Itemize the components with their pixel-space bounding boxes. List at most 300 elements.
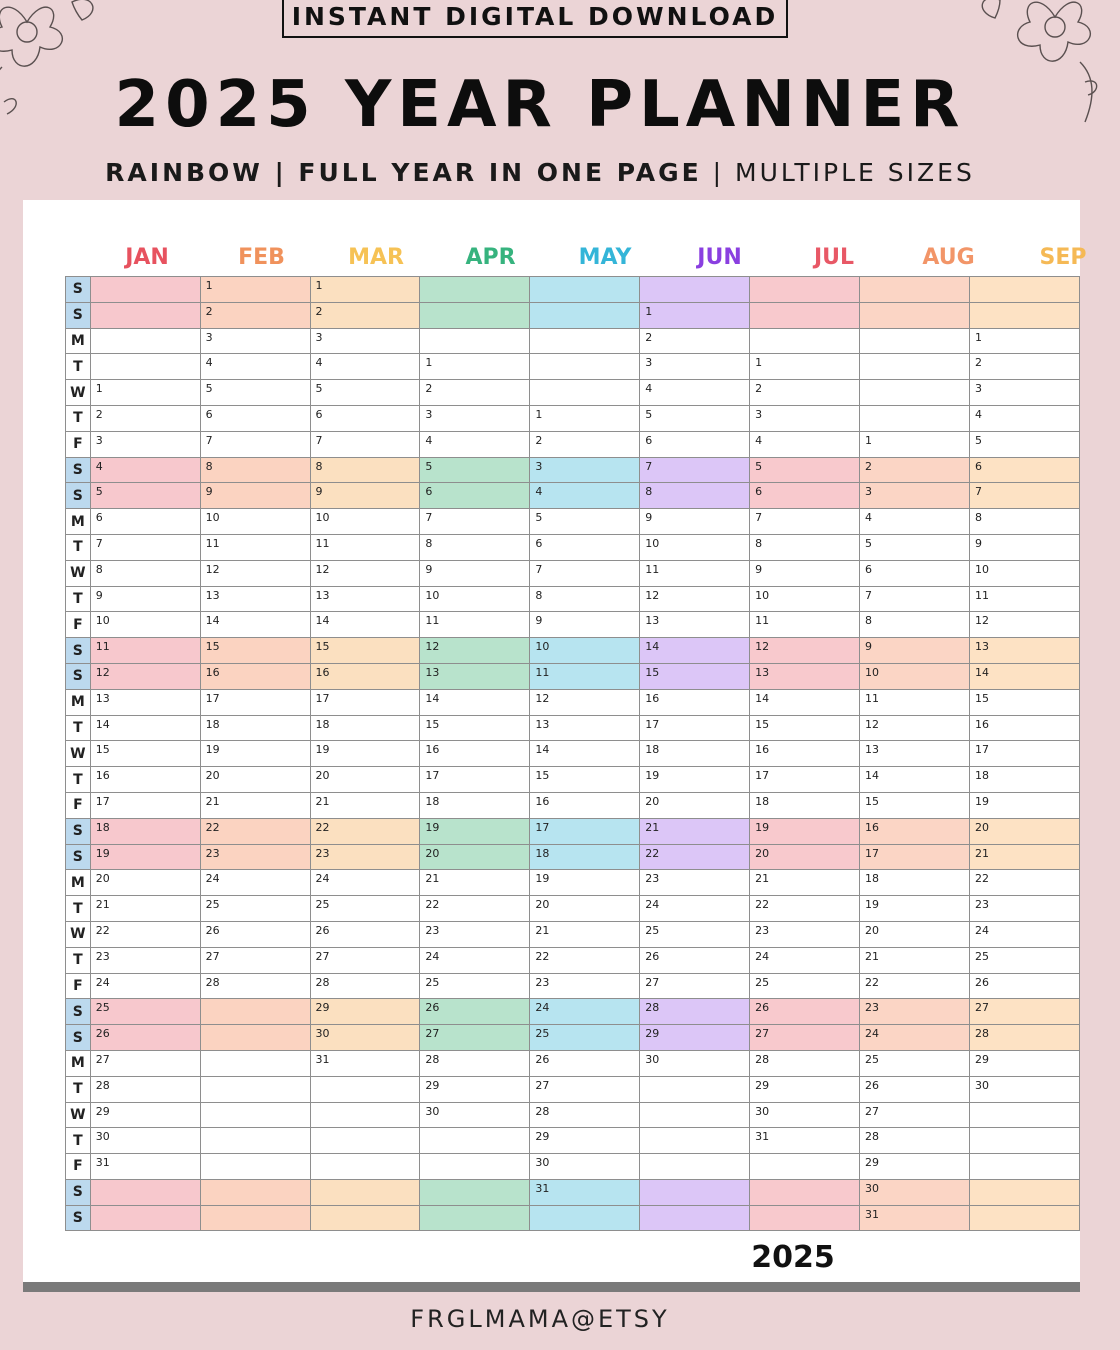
day-cell-jul[interactable]: 12 (750, 638, 860, 664)
day-cell-sep[interactable]: 23 (969, 896, 1079, 922)
day-cell-aug[interactable]: 18 (860, 870, 970, 896)
day-cell-jul[interactable]: 27 (750, 1025, 860, 1051)
day-cell-may[interactable]: 27 (530, 1076, 640, 1102)
day-cell-aug[interactable]: 4 (860, 509, 970, 535)
day-cell-jul[interactable]: 7 (750, 509, 860, 535)
day-cell-jan[interactable]: 28 (90, 1076, 200, 1102)
day-cell-may[interactable]: 20 (530, 896, 640, 922)
day-cell-apr[interactable]: 14 (420, 689, 530, 715)
day-cell-jun[interactable] (640, 1154, 750, 1180)
day-cell-jul[interactable]: 15 (750, 715, 860, 741)
day-cell-aug[interactable]: 1 (860, 431, 970, 457)
day-cell-jan[interactable]: 6 (90, 509, 200, 535)
day-cell-sep[interactable]: 9 (969, 534, 1079, 560)
day-cell-aug[interactable]: 10 (860, 663, 970, 689)
day-cell-mar[interactable]: 28 (310, 973, 420, 999)
day-cell-feb[interactable]: 5 (200, 380, 310, 406)
day-cell-jul[interactable] (750, 302, 860, 328)
day-cell-apr[interactable]: 1 (420, 354, 530, 380)
day-cell-jan[interactable]: 13 (90, 689, 200, 715)
day-cell-apr[interactable] (420, 1128, 530, 1154)
day-cell-feb[interactable]: 15 (200, 638, 310, 664)
day-cell-feb[interactable]: 4 (200, 354, 310, 380)
day-cell-jul[interactable]: 18 (750, 792, 860, 818)
day-cell-sep[interactable] (969, 1154, 1079, 1180)
day-cell-may[interactable]: 3 (530, 457, 640, 483)
day-cell-apr[interactable]: 6 (420, 483, 530, 509)
day-cell-may[interactable]: 16 (530, 792, 640, 818)
day-cell-jan[interactable]: 7 (90, 534, 200, 560)
day-cell-jan[interactable]: 16 (90, 767, 200, 793)
day-cell-jul[interactable]: 26 (750, 999, 860, 1025)
day-cell-sep[interactable] (969, 1102, 1079, 1128)
day-cell-mar[interactable]: 11 (310, 534, 420, 560)
day-cell-sep[interactable]: 5 (969, 431, 1079, 457)
day-cell-apr[interactable]: 29 (420, 1076, 530, 1102)
day-cell-sep[interactable]: 29 (969, 1050, 1079, 1076)
day-cell-feb[interactable]: 6 (200, 405, 310, 431)
day-cell-jun[interactable]: 5 (640, 405, 750, 431)
day-cell-jul[interactable]: 31 (750, 1128, 860, 1154)
day-cell-aug[interactable]: 6 (860, 560, 970, 586)
day-cell-feb[interactable] (200, 1154, 310, 1180)
day-cell-aug[interactable]: 25 (860, 1050, 970, 1076)
day-cell-jul[interactable] (750, 328, 860, 354)
day-cell-jun[interactable]: 11 (640, 560, 750, 586)
day-cell-jun[interactable]: 21 (640, 818, 750, 844)
day-cell-aug[interactable]: 3 (860, 483, 970, 509)
day-cell-jan[interactable] (90, 1205, 200, 1231)
day-cell-jan[interactable]: 18 (90, 818, 200, 844)
day-cell-mar[interactable]: 24 (310, 870, 420, 896)
day-cell-sep[interactable]: 4 (969, 405, 1079, 431)
day-cell-apr[interactable]: 16 (420, 741, 530, 767)
day-cell-jan[interactable]: 4 (90, 457, 200, 483)
day-cell-apr[interactable]: 30 (420, 1102, 530, 1128)
day-cell-feb[interactable]: 10 (200, 509, 310, 535)
day-cell-feb[interactable]: 26 (200, 921, 310, 947)
day-cell-jan[interactable]: 27 (90, 1050, 200, 1076)
day-cell-jan[interactable]: 1 (90, 380, 200, 406)
day-cell-jan[interactable]: 19 (90, 844, 200, 870)
day-cell-may[interactable]: 7 (530, 560, 640, 586)
day-cell-jun[interactable]: 14 (640, 638, 750, 664)
day-cell-jan[interactable] (90, 328, 200, 354)
day-cell-jun[interactable]: 6 (640, 431, 750, 457)
day-cell-mar[interactable]: 3 (310, 328, 420, 354)
day-cell-may[interactable] (530, 302, 640, 328)
day-cell-feb[interactable]: 17 (200, 689, 310, 715)
day-cell-jun[interactable] (640, 1205, 750, 1231)
day-cell-jun[interactable]: 27 (640, 973, 750, 999)
day-cell-sep[interactable]: 3 (969, 380, 1079, 406)
day-cell-feb[interactable]: 21 (200, 792, 310, 818)
day-cell-may[interactable]: 26 (530, 1050, 640, 1076)
day-cell-may[interactable]: 21 (530, 921, 640, 947)
day-cell-jul[interactable]: 3 (750, 405, 860, 431)
day-cell-apr[interactable]: 26 (420, 999, 530, 1025)
day-cell-jun[interactable]: 10 (640, 534, 750, 560)
day-cell-aug[interactable]: 12 (860, 715, 970, 741)
day-cell-jun[interactable]: 29 (640, 1025, 750, 1051)
day-cell-aug[interactable]: 8 (860, 612, 970, 638)
day-cell-sep[interactable]: 10 (969, 560, 1079, 586)
day-cell-apr[interactable]: 5 (420, 457, 530, 483)
day-cell-jul[interactable]: 5 (750, 457, 860, 483)
day-cell-may[interactable]: 6 (530, 534, 640, 560)
day-cell-jul[interactable]: 20 (750, 844, 860, 870)
day-cell-may[interactable]: 22 (530, 947, 640, 973)
day-cell-may[interactable]: 25 (530, 1025, 640, 1051)
day-cell-jun[interactable]: 22 (640, 844, 750, 870)
day-cell-feb[interactable]: 2 (200, 302, 310, 328)
day-cell-may[interactable]: 4 (530, 483, 640, 509)
day-cell-sep[interactable]: 27 (969, 999, 1079, 1025)
day-cell-feb[interactable]: 25 (200, 896, 310, 922)
day-cell-may[interactable]: 12 (530, 689, 640, 715)
day-cell-may[interactable] (530, 328, 640, 354)
day-cell-apr[interactable]: 19 (420, 818, 530, 844)
day-cell-mar[interactable] (310, 1179, 420, 1205)
day-cell-may[interactable]: 2 (530, 431, 640, 457)
day-cell-jun[interactable]: 9 (640, 509, 750, 535)
day-cell-jan[interactable]: 25 (90, 999, 200, 1025)
day-cell-may[interactable]: 18 (530, 844, 640, 870)
day-cell-feb[interactable] (200, 1076, 310, 1102)
day-cell-jun[interactable]: 13 (640, 612, 750, 638)
day-cell-may[interactable] (530, 354, 640, 380)
day-cell-jan[interactable]: 21 (90, 896, 200, 922)
day-cell-sep[interactable]: 16 (969, 715, 1079, 741)
day-cell-aug[interactable] (860, 302, 970, 328)
day-cell-jan[interactable]: 2 (90, 405, 200, 431)
day-cell-jul[interactable]: 6 (750, 483, 860, 509)
day-cell-mar[interactable]: 10 (310, 509, 420, 535)
day-cell-jul[interactable]: 8 (750, 534, 860, 560)
day-cell-apr[interactable]: 17 (420, 767, 530, 793)
day-cell-apr[interactable]: 13 (420, 663, 530, 689)
day-cell-aug[interactable]: 16 (860, 818, 970, 844)
day-cell-jan[interactable]: 17 (90, 792, 200, 818)
day-cell-mar[interactable]: 31 (310, 1050, 420, 1076)
day-cell-mar[interactable]: 13 (310, 586, 420, 612)
day-cell-aug[interactable]: 26 (860, 1076, 970, 1102)
day-cell-jan[interactable] (90, 1179, 200, 1205)
day-cell-aug[interactable]: 28 (860, 1128, 970, 1154)
day-cell-feb[interactable] (200, 1128, 310, 1154)
day-cell-jul[interactable]: 24 (750, 947, 860, 973)
day-cell-aug[interactable] (860, 405, 970, 431)
day-cell-mar[interactable] (310, 1205, 420, 1231)
day-cell-aug[interactable]: 24 (860, 1025, 970, 1051)
day-cell-may[interactable]: 19 (530, 870, 640, 896)
day-cell-jul[interactable] (750, 277, 860, 303)
day-cell-may[interactable]: 10 (530, 638, 640, 664)
day-cell-sep[interactable]: 11 (969, 586, 1079, 612)
day-cell-apr[interactable]: 27 (420, 1025, 530, 1051)
day-cell-jan[interactable]: 9 (90, 586, 200, 612)
day-cell-mar[interactable]: 14 (310, 612, 420, 638)
day-cell-sep[interactable]: 22 (969, 870, 1079, 896)
day-cell-apr[interactable]: 24 (420, 947, 530, 973)
day-cell-apr[interactable]: 23 (420, 921, 530, 947)
day-cell-jul[interactable] (750, 1154, 860, 1180)
day-cell-may[interactable]: 1 (530, 405, 640, 431)
day-cell-mar[interactable]: 21 (310, 792, 420, 818)
day-cell-sep[interactable]: 13 (969, 638, 1079, 664)
day-cell-jun[interactable]: 25 (640, 921, 750, 947)
day-cell-feb[interactable]: 3 (200, 328, 310, 354)
day-cell-jun[interactable]: 26 (640, 947, 750, 973)
day-cell-jun[interactable]: 15 (640, 663, 750, 689)
day-cell-jul[interactable]: 19 (750, 818, 860, 844)
day-cell-mar[interactable]: 17 (310, 689, 420, 715)
day-cell-jun[interactable]: 28 (640, 999, 750, 1025)
day-cell-mar[interactable]: 6 (310, 405, 420, 431)
day-cell-apr[interactable] (420, 277, 530, 303)
day-cell-aug[interactable]: 17 (860, 844, 970, 870)
day-cell-apr[interactable] (420, 328, 530, 354)
day-cell-jun[interactable]: 1 (640, 302, 750, 328)
day-cell-jun[interactable]: 23 (640, 870, 750, 896)
day-cell-jun[interactable] (640, 1179, 750, 1205)
day-cell-feb[interactable] (200, 1050, 310, 1076)
day-cell-apr[interactable]: 3 (420, 405, 530, 431)
day-cell-apr[interactable]: 21 (420, 870, 530, 896)
day-cell-may[interactable]: 9 (530, 612, 640, 638)
day-cell-apr[interactable] (420, 1205, 530, 1231)
day-cell-feb[interactable]: 14 (200, 612, 310, 638)
day-cell-mar[interactable]: 19 (310, 741, 420, 767)
day-cell-jun[interactable]: 8 (640, 483, 750, 509)
day-cell-may[interactable] (530, 1205, 640, 1231)
day-cell-aug[interactable]: 13 (860, 741, 970, 767)
day-cell-may[interactable]: 17 (530, 818, 640, 844)
day-cell-jun[interactable]: 12 (640, 586, 750, 612)
day-cell-apr[interactable]: 8 (420, 534, 530, 560)
day-cell-mar[interactable]: 15 (310, 638, 420, 664)
day-cell-feb[interactable]: 7 (200, 431, 310, 457)
day-cell-aug[interactable]: 20 (860, 921, 970, 947)
day-cell-feb[interactable]: 24 (200, 870, 310, 896)
day-cell-mar[interactable]: 7 (310, 431, 420, 457)
day-cell-mar[interactable]: 27 (310, 947, 420, 973)
day-cell-may[interactable] (530, 380, 640, 406)
day-cell-aug[interactable] (860, 380, 970, 406)
day-cell-mar[interactable]: 22 (310, 818, 420, 844)
day-cell-aug[interactable]: 31 (860, 1205, 970, 1231)
day-cell-aug[interactable]: 14 (860, 767, 970, 793)
day-cell-jul[interactable]: 28 (750, 1050, 860, 1076)
day-cell-mar[interactable]: 4 (310, 354, 420, 380)
day-cell-may[interactable]: 23 (530, 973, 640, 999)
day-cell-jul[interactable] (750, 1205, 860, 1231)
day-cell-sep[interactable]: 18 (969, 767, 1079, 793)
day-cell-may[interactable]: 5 (530, 509, 640, 535)
day-cell-jun[interactable]: 24 (640, 896, 750, 922)
day-cell-aug[interactable]: 5 (860, 534, 970, 560)
day-cell-feb[interactable]: 16 (200, 663, 310, 689)
day-cell-aug[interactable]: 2 (860, 457, 970, 483)
day-cell-aug[interactable]: 29 (860, 1154, 970, 1180)
day-cell-feb[interactable] (200, 1025, 310, 1051)
day-cell-apr[interactable] (420, 1154, 530, 1180)
day-cell-apr[interactable]: 7 (420, 509, 530, 535)
day-cell-apr[interactable]: 18 (420, 792, 530, 818)
day-cell-jun[interactable]: 30 (640, 1050, 750, 1076)
day-cell-jul[interactable]: 13 (750, 663, 860, 689)
day-cell-jun[interactable]: 19 (640, 767, 750, 793)
day-cell-jul[interactable]: 25 (750, 973, 860, 999)
day-cell-jul[interactable]: 10 (750, 586, 860, 612)
day-cell-jul[interactable]: 16 (750, 741, 860, 767)
day-cell-apr[interactable]: 20 (420, 844, 530, 870)
day-cell-apr[interactable]: 9 (420, 560, 530, 586)
day-cell-sep[interactable]: 12 (969, 612, 1079, 638)
day-cell-jun[interactable]: 17 (640, 715, 750, 741)
day-cell-aug[interactable]: 7 (860, 586, 970, 612)
day-cell-feb[interactable]: 23 (200, 844, 310, 870)
day-cell-jun[interactable] (640, 1102, 750, 1128)
day-cell-aug[interactable]: 22 (860, 973, 970, 999)
day-cell-mar[interactable] (310, 1128, 420, 1154)
day-cell-may[interactable]: 30 (530, 1154, 640, 1180)
day-cell-jan[interactable] (90, 302, 200, 328)
day-cell-aug[interactable]: 9 (860, 638, 970, 664)
day-cell-mar[interactable]: 25 (310, 896, 420, 922)
day-cell-feb[interactable]: 18 (200, 715, 310, 741)
day-cell-jan[interactable]: 24 (90, 973, 200, 999)
day-cell-jul[interactable]: 2 (750, 380, 860, 406)
day-cell-apr[interactable]: 22 (420, 896, 530, 922)
day-cell-sep[interactable]: 26 (969, 973, 1079, 999)
day-cell-apr[interactable]: 10 (420, 586, 530, 612)
day-cell-jul[interactable]: 23 (750, 921, 860, 947)
day-cell-apr[interactable]: 4 (420, 431, 530, 457)
day-cell-jan[interactable]: 23 (90, 947, 200, 973)
day-cell-jan[interactable]: 26 (90, 1025, 200, 1051)
day-cell-feb[interactable] (200, 1102, 310, 1128)
day-cell-jun[interactable]: 18 (640, 741, 750, 767)
day-cell-jul[interactable]: 21 (750, 870, 860, 896)
day-cell-may[interactable]: 15 (530, 767, 640, 793)
day-cell-jan[interactable]: 22 (90, 921, 200, 947)
day-cell-jun[interactable]: 3 (640, 354, 750, 380)
day-cell-feb[interactable] (200, 999, 310, 1025)
day-cell-feb[interactable]: 8 (200, 457, 310, 483)
day-cell-sep[interactable]: 2 (969, 354, 1079, 380)
day-cell-may[interactable]: 13 (530, 715, 640, 741)
day-cell-jan[interactable]: 20 (90, 870, 200, 896)
day-cell-sep[interactable]: 28 (969, 1025, 1079, 1051)
day-cell-jun[interactable]: 2 (640, 328, 750, 354)
day-cell-apr[interactable]: 25 (420, 973, 530, 999)
day-cell-aug[interactable]: 27 (860, 1102, 970, 1128)
day-cell-mar[interactable]: 5 (310, 380, 420, 406)
day-cell-mar[interactable]: 30 (310, 1025, 420, 1051)
day-cell-mar[interactable] (310, 1154, 420, 1180)
day-cell-aug[interactable] (860, 277, 970, 303)
day-cell-sep[interactable]: 20 (969, 818, 1079, 844)
day-cell-jan[interactable]: 14 (90, 715, 200, 741)
day-cell-sep[interactable]: 21 (969, 844, 1079, 870)
day-cell-jun[interactable] (640, 1076, 750, 1102)
day-cell-jun[interactable] (640, 277, 750, 303)
day-cell-sep[interactable]: 30 (969, 1076, 1079, 1102)
day-cell-jul[interactable]: 29 (750, 1076, 860, 1102)
day-cell-mar[interactable]: 18 (310, 715, 420, 741)
day-cell-aug[interactable]: 15 (860, 792, 970, 818)
day-cell-feb[interactable]: 28 (200, 973, 310, 999)
day-cell-feb[interactable]: 12 (200, 560, 310, 586)
day-cell-jan[interactable] (90, 277, 200, 303)
day-cell-jan[interactable]: 12 (90, 663, 200, 689)
day-cell-aug[interactable]: 19 (860, 896, 970, 922)
day-cell-apr[interactable] (420, 302, 530, 328)
day-cell-jul[interactable]: 1 (750, 354, 860, 380)
day-cell-apr[interactable]: 28 (420, 1050, 530, 1076)
day-cell-mar[interactable]: 1 (310, 277, 420, 303)
day-cell-mar[interactable]: 2 (310, 302, 420, 328)
day-cell-may[interactable]: 29 (530, 1128, 640, 1154)
day-cell-apr[interactable]: 11 (420, 612, 530, 638)
day-cell-sep[interactable]: 8 (969, 509, 1079, 535)
day-cell-jun[interactable]: 7 (640, 457, 750, 483)
day-cell-jun[interactable] (640, 1128, 750, 1154)
day-cell-sep[interactable]: 7 (969, 483, 1079, 509)
day-cell-mar[interactable]: 26 (310, 921, 420, 947)
day-cell-feb[interactable]: 22 (200, 818, 310, 844)
day-cell-jan[interactable]: 10 (90, 612, 200, 638)
day-cell-sep[interactable]: 1 (969, 328, 1079, 354)
day-cell-aug[interactable] (860, 328, 970, 354)
day-cell-mar[interactable]: 23 (310, 844, 420, 870)
day-cell-jul[interactable] (750, 1179, 860, 1205)
day-cell-sep[interactable] (969, 1179, 1079, 1205)
day-cell-feb[interactable]: 13 (200, 586, 310, 612)
day-cell-feb[interactable] (200, 1179, 310, 1205)
day-cell-sep[interactable]: 14 (969, 663, 1079, 689)
day-cell-mar[interactable] (310, 1076, 420, 1102)
day-cell-aug[interactable]: 21 (860, 947, 970, 973)
day-cell-feb[interactable]: 11 (200, 534, 310, 560)
day-cell-jul[interactable]: 17 (750, 767, 860, 793)
day-cell-mar[interactable]: 12 (310, 560, 420, 586)
day-cell-jan[interactable]: 30 (90, 1128, 200, 1154)
day-cell-jul[interactable]: 14 (750, 689, 860, 715)
day-cell-mar[interactable]: 9 (310, 483, 420, 509)
day-cell-sep[interactable]: 15 (969, 689, 1079, 715)
day-cell-sep[interactable] (969, 1128, 1079, 1154)
day-cell-jun[interactable]: 16 (640, 689, 750, 715)
day-cell-mar[interactable]: 20 (310, 767, 420, 793)
day-cell-jan[interactable]: 29 (90, 1102, 200, 1128)
day-cell-sep[interactable] (969, 277, 1079, 303)
day-cell-sep[interactable]: 6 (969, 457, 1079, 483)
day-cell-feb[interactable]: 20 (200, 767, 310, 793)
day-cell-feb[interactable]: 1 (200, 277, 310, 303)
day-cell-feb[interactable]: 27 (200, 947, 310, 973)
day-cell-may[interactable]: 24 (530, 999, 640, 1025)
day-cell-mar[interactable] (310, 1102, 420, 1128)
day-cell-may[interactable] (530, 277, 640, 303)
day-cell-aug[interactable]: 11 (860, 689, 970, 715)
day-cell-mar[interactable]: 8 (310, 457, 420, 483)
day-cell-apr[interactable]: 15 (420, 715, 530, 741)
day-cell-jan[interactable]: 5 (90, 483, 200, 509)
day-cell-jun[interactable]: 20 (640, 792, 750, 818)
day-cell-apr[interactable]: 12 (420, 638, 530, 664)
